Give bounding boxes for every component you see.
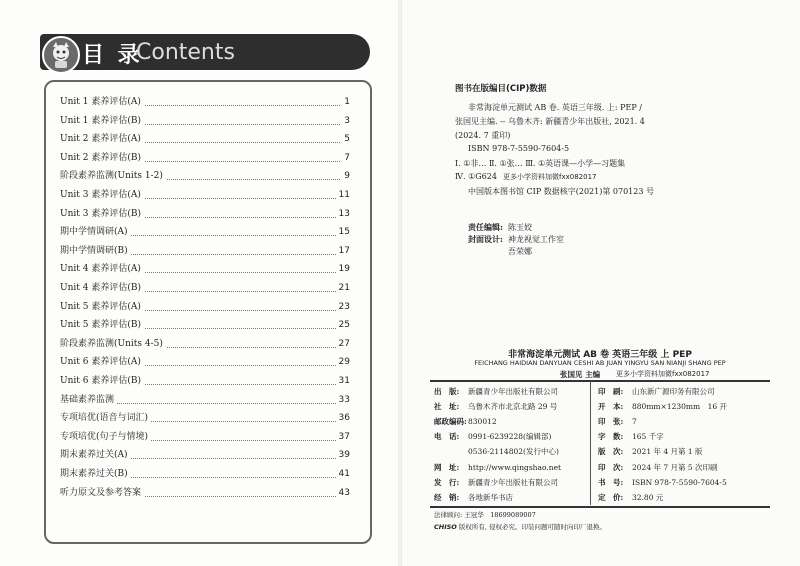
colophon-field-value: 2021 年 4 月第 1 版 xyxy=(632,447,703,457)
cip-note: 更多小学资料加微fxx082017 xyxy=(503,173,597,181)
toc-entry xyxy=(60,446,350,464)
legal-counsel: 法律顾问: 王冠华 18699089007 xyxy=(434,511,536,519)
toc-entry-title: Unit 6 素养评估(A) xyxy=(60,353,144,371)
toc-entry xyxy=(60,391,350,409)
colophon-field-value: 新疆青少年出版社有限公司 xyxy=(468,477,558,487)
colophon-field xyxy=(598,416,637,427)
colophon-field xyxy=(434,386,558,397)
toc-entry-title: Unit 3 素养评估(A) xyxy=(60,186,144,204)
colophon-field xyxy=(434,462,561,473)
toc-entry xyxy=(60,93,350,111)
toc-entry-page: 29 xyxy=(336,353,350,371)
editor-name: 陈玉姣 xyxy=(508,223,532,232)
toc-entry-title: Unit 5 素养评估(A) xyxy=(60,298,144,316)
toc-entry-title: 期末素养过关(B) xyxy=(60,465,131,483)
toc-entry-page: 3 xyxy=(341,112,350,130)
colophon-field-value: 乌鲁木齐市北京北路 29 号 xyxy=(468,402,558,412)
toc-entry-title: Unit 1 素养评估(A) xyxy=(60,93,144,111)
colophon-field-label: 出 版: xyxy=(434,387,460,396)
cip-line: 张国见主编. -- 乌鲁木齐: 新疆青少年出版社, 2021. 4 xyxy=(455,117,645,126)
colophon-field-label: 社 址: xyxy=(434,402,460,412)
cip-core-number: 中国版本图书馆 CIP 数据核字(2021)第 070123 号 xyxy=(468,187,654,196)
colophon-field-label: 开 本: xyxy=(598,402,624,412)
cip-isbn: ISBN 978-7-5590-7604-5 xyxy=(468,144,570,153)
cip-heading: 图书在版编目(CIP)数据 xyxy=(455,84,547,94)
toc-entry xyxy=(60,409,350,427)
colophon-field-value: 880mm×1230mm 16 开 xyxy=(632,402,728,412)
colophon-field xyxy=(598,401,727,412)
colophon-pinyin: FEICHANG HAIDIAN DANYUAN CESHI AB JUAN YINGYU SAN NIANJI SHANG PEP xyxy=(474,359,726,367)
rights-statement: 版权所有, 侵权必究。印装问题可随时向印厂退换。 xyxy=(458,523,607,531)
colophon-field xyxy=(598,446,703,457)
colophon-field-label: 发 行: xyxy=(434,477,460,487)
cip-class: Ⅳ. ①G624 xyxy=(455,172,497,181)
toc-entry xyxy=(60,205,350,223)
contents-subtitle: Contents xyxy=(136,40,235,65)
toc-entry-page: 11 xyxy=(336,186,350,204)
toc-entry xyxy=(60,279,350,297)
colophon-field-value: 0536-2114802(发行中心) xyxy=(468,447,559,457)
cip-class: Ⅰ. ①非… Ⅱ. ①张… Ⅲ. ①英语课—小学—习题集 xyxy=(455,159,626,168)
colophon-field-value: http://www.qingshao.net xyxy=(468,462,562,472)
toc-entry-title: 期中学情调研(A) xyxy=(60,223,131,241)
colophon-field-label: 版 次: xyxy=(598,447,624,457)
editor-label: 责任编辑: xyxy=(468,222,503,232)
toc-entry-page: 15 xyxy=(336,223,350,241)
colophon-field-label: 印 刷: xyxy=(598,387,624,396)
toc-entry xyxy=(60,298,350,316)
toc-entry-page: 41 xyxy=(336,465,350,483)
rights-mark: CHISO xyxy=(434,523,457,531)
toc-entry-page: 39 xyxy=(336,446,350,464)
toc-entry xyxy=(60,130,350,148)
toc-entry xyxy=(60,484,350,502)
colophon-field-value: 2024 年 7 月第 5 次印刷 xyxy=(632,462,718,472)
cip-line: 非常海淀单元测试 AB 卷. 英语三年级. 上: PEP / xyxy=(468,103,642,112)
toc-entry-page: 7 xyxy=(341,149,350,167)
colophon-note: 更多小学资料加微fxx082017 xyxy=(616,370,710,378)
toc-entry xyxy=(60,242,350,260)
design-label: 封面设计: xyxy=(468,234,503,244)
colophon-field xyxy=(434,446,559,457)
toc-entry-page: 13 xyxy=(336,205,350,223)
contents-title: 目 录 xyxy=(82,43,143,68)
colophon-field-label: 印 张: xyxy=(598,417,624,427)
toc-entry xyxy=(60,260,350,278)
colophon-field xyxy=(434,431,551,442)
toc-entry-page: 43 xyxy=(336,484,350,502)
colophon-field xyxy=(434,492,513,503)
toc-entry xyxy=(60,186,350,204)
toc-entry-title: 专项培优(语音与词汇) xyxy=(60,409,151,427)
colophon-field xyxy=(598,492,663,503)
colophon-field xyxy=(598,431,664,442)
colophon-field-label: 定 价: xyxy=(598,492,624,502)
toc-entry-title: 基础素养监测 xyxy=(60,391,117,409)
toc-entry-title: 专项培优(句子与情境) xyxy=(60,428,151,446)
mascot-icon xyxy=(42,36,80,74)
colophon-field-value: 830012 xyxy=(468,417,497,427)
colophon-divider xyxy=(590,381,591,505)
toc-entry-page: 9 xyxy=(341,167,350,185)
colophon-field-value: ISBN 978-7-5590-7604-5 xyxy=(632,477,727,487)
book-gutter xyxy=(398,0,402,566)
design-name: 神龙视觉工作室 xyxy=(508,235,564,244)
colophon-field-label: 印 次: xyxy=(598,462,624,472)
colophon-field xyxy=(434,416,497,427)
toc-entry-page: 21 xyxy=(336,279,350,297)
toc-entry-page: 36 xyxy=(336,409,350,427)
toc-entry-title: 阶段素养监测(Units 4-5) xyxy=(60,335,166,353)
colophon-field xyxy=(434,477,558,488)
toc-entry xyxy=(60,353,350,371)
colophon-field-value: 7 xyxy=(632,417,637,427)
toc-entry-title: Unit 2 素养评估(A) xyxy=(60,130,144,148)
colophon-field-value: 各地新华书店 xyxy=(468,492,513,502)
toc-entry-title: Unit 3 素养评估(B) xyxy=(60,205,144,223)
toc-entry-page: 1 xyxy=(341,93,350,111)
toc-entry xyxy=(60,223,350,241)
colophon-field-value: 山东新广源印务有限公司 xyxy=(632,387,715,396)
toc-entry-page: 27 xyxy=(336,335,350,353)
toc-entry-page: 33 xyxy=(336,391,350,409)
toc-entry-title: Unit 6 素养评估(B) xyxy=(60,372,144,390)
toc-entry-title: Unit 5 素养评估(B) xyxy=(60,316,144,334)
colophon-field-label: 网 址: xyxy=(434,462,460,472)
toc-entry-page: 17 xyxy=(336,242,350,260)
colophon-top-rule xyxy=(430,380,770,382)
toc-entry-title: Unit 2 素养评估(B) xyxy=(60,149,144,167)
colophon-field-label: 电 话: xyxy=(434,432,460,442)
toc-entry-page: 31 xyxy=(336,372,350,390)
colophon-field-value: 32.80 元 xyxy=(632,492,664,502)
colophon-field-value: 新疆青少年出版社有限公司 xyxy=(468,387,558,396)
cip-line: (2024. 7 重印) xyxy=(455,131,511,140)
toc-entry xyxy=(60,465,350,483)
colophon-field xyxy=(434,401,557,412)
toc-entry-page: 25 xyxy=(336,316,350,334)
colophon-field-value: 165 千字 xyxy=(632,432,664,442)
toc-entry-page: 19 xyxy=(336,260,350,278)
toc-entry-title: Unit 1 素养评估(B) xyxy=(60,112,144,130)
toc-entry-title: 期中学情调研(B) xyxy=(60,242,131,260)
toc-entry-page: 37 xyxy=(336,428,350,446)
toc-entry xyxy=(60,167,350,185)
toc-entry-title: 阶段素养监测(Units 1-2) xyxy=(60,167,166,185)
colophon-field xyxy=(598,477,727,488)
toc-entry-page: 5 xyxy=(341,130,350,148)
toc-entry-title: Unit 4 素养评估(B) xyxy=(60,279,144,297)
colophon-editor: 张国见 主编 xyxy=(560,370,601,379)
toc-entry xyxy=(60,316,350,334)
toc-entry-title: 听力原文及参考答案 xyxy=(60,484,144,502)
design-name-2: 吾荣娜 xyxy=(508,247,532,256)
toc-entry xyxy=(60,112,350,130)
colophon-title: 非常海淀单元测试 AB 卷 英语三年级 上 PEP xyxy=(508,350,692,360)
colophon-field-label: 经 销: xyxy=(434,492,460,502)
toc-entry xyxy=(60,149,350,167)
toc-entry xyxy=(60,335,350,353)
toc-entry xyxy=(60,372,350,390)
colophon-field-label: 邮政编码: xyxy=(434,417,467,427)
colophon-field xyxy=(598,462,718,473)
toc-entry-page: 23 xyxy=(336,298,350,316)
colophon-field-value: 0991-6239228(编辑部) xyxy=(468,432,552,442)
colophon-bottom-rule xyxy=(430,506,770,508)
toc-entry-title: 期末素养过关(A) xyxy=(60,446,131,464)
colophon-field xyxy=(598,386,715,397)
toc-entry-title: Unit 4 素养评估(A) xyxy=(60,260,144,278)
colophon-field-label: 字 数: xyxy=(598,432,624,442)
toc-entry xyxy=(60,428,350,446)
colophon-field-label: 书 号: xyxy=(598,477,624,487)
